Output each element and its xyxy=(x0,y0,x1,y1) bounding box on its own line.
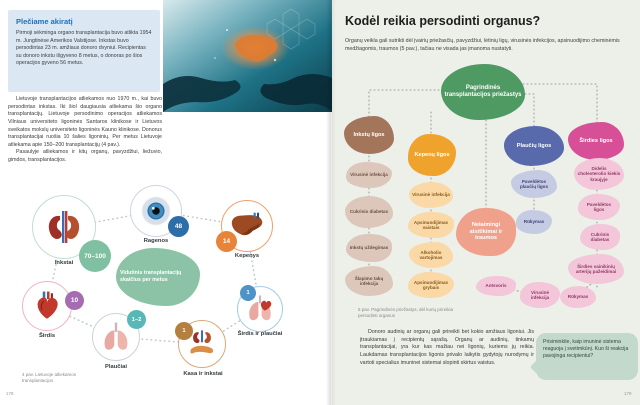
figure4-caption: 4 pav. Lietuvoje atliekamos transplantacijos xyxy=(22,372,76,384)
cornea-label: Ragenos xyxy=(143,238,169,244)
kidney-cause-diabetes: Cukrinis diabetas xyxy=(345,196,393,228)
branch-kidney-diseases: Inkstų ligos xyxy=(344,116,394,154)
left-page-number: 178 xyxy=(6,391,14,396)
branch-accidents-traumas: Nelaimingi atsitikimai ir traumos xyxy=(456,208,516,256)
transplant-photo xyxy=(163,0,332,112)
heart-cause-viral-infection: Virusinė infekcija xyxy=(520,282,560,308)
lung-cause-smoking: Rūkymas xyxy=(516,210,552,234)
page-title: Kodėl reikia persodinti organus? xyxy=(345,14,541,28)
lungs-count-badge: 1–2 xyxy=(127,310,146,329)
heart-count-badge: 10 xyxy=(65,291,84,310)
liver-cause-drug-poisoning: Apsinuodijimas vaistais xyxy=(408,212,454,238)
heart-lungs-label: Širdis ir plaučiai xyxy=(237,331,283,337)
expand-horizons-box xyxy=(8,10,160,92)
heart-cause-diabetes: Cukrinis diabetas xyxy=(580,224,620,250)
pancreas-kidneys-count-badge: 1 xyxy=(175,322,193,340)
right-page-number: 179 xyxy=(624,391,632,396)
heart-cause-smoking: Rūkymas xyxy=(560,286,596,308)
right-body-text: Donoro audinių ar organų gali prireikti bet kokio amžiaus ligoniui. Jis įtraukiamas į recipientų sąrašą. Organų ar audinių, tinkamų transplantacijai, yra kur kas mažiau nei ligonių, kuriems jų reikia. Laukdamas transplantacijos ligonis privalo laikytis gydytojų nurodymų ir vartoti specialius imuninei sistemai slopinti skirtus vaistus. xyxy=(360,329,534,366)
heart-label: Širdis xyxy=(38,333,56,339)
intro-paragraph: Organų veikla gali sutrikti dėl įvairių priežasčių, pavyzdžiui, lėtinių ligų, virusinės infekcijos, apsinuodijimo cheminėmis medžiagomis, traumos (5 pav.), tačiau ne visada jas įmanoma nustatyti. xyxy=(345,38,620,52)
question-bubble xyxy=(536,333,638,380)
cornea-count-badge: 48 xyxy=(168,216,189,237)
liver-cause-mushroom-poisoning: Apsinuodijimas grybais xyxy=(408,272,454,298)
figure5-caption: 5 pav. Pagrindinės priežastys, dėl kurių prireikia persodinti organus xyxy=(358,307,453,319)
paragraph-world: Pasaulyje atliekamos ir kitų organų, pavyzdžiui, liežuvio, gimdos, transplantacijos. xyxy=(8,149,162,163)
expand-box-title: Plečiame akiratį xyxy=(16,17,73,26)
expand-box-body: Pirmoji sėkminga organo transplantacija buvo atlikta 1954 m. Jungtinėse Amerikos Valstijose. Inkstas buvo persodintas 23 m. amžiaus donoro dvyniui. Recipientas su donoro inkstu išgyveno 8 metus, o donoras po šios operacijos gyveno 56 metus. xyxy=(16,30,152,67)
branch-lung-diseases: Plaučių ligos xyxy=(504,126,564,166)
hands-organ-hologram-image xyxy=(163,0,332,112)
book-spine-shadow xyxy=(326,0,336,405)
lung-cause-inherited: Paveldėtos plaučių ligos xyxy=(511,170,557,198)
kidney-cause-nephritis: Inkstų uždegimas xyxy=(346,234,392,262)
liver-cause-viral-infection: Virusinė infekcija xyxy=(409,182,453,208)
branch-liver-diseases: Kepenų ligos xyxy=(408,134,456,176)
heart-icon xyxy=(30,289,64,323)
question-bubble-text: Prisiminkite, kaip imuninė sistema reaguoja į svetimkūnį. Kuo ši reakcija pavojinga recipientui? xyxy=(543,339,629,360)
kidney-cause-urinary-infection: Šlapimo takų infekcija xyxy=(345,266,393,296)
kidneys-count-badge: 70–100 xyxy=(79,240,111,272)
left-body-text xyxy=(8,96,162,165)
liver-cause-alcohol: Alkoholio vartojimas xyxy=(409,242,453,268)
root-blob: Pagrindinės transplantacijos priežastys xyxy=(441,64,525,120)
kidneys-label: Inkstai xyxy=(54,260,74,266)
liver-label: Kepenys xyxy=(234,253,260,259)
heart-cause-inherited: Paveldėtos ligos xyxy=(578,194,620,220)
pancreas-kidneys-label: Kasa ir inkstai xyxy=(183,371,223,377)
branch-heart-diseases: Širdies ligos xyxy=(568,122,624,160)
heart-cause-cholesterol: Didelis cholesterolio kiekis kraujyje xyxy=(574,158,624,190)
heart-lungs-count-badge: 1 xyxy=(240,285,256,301)
figure4-center-label: Vidutinis transplantacijų skaičius per metus xyxy=(120,270,182,283)
kidneys-icon xyxy=(44,207,84,247)
liver-count-badge: 14 xyxy=(216,231,237,252)
heart-circle xyxy=(22,281,72,331)
kidney-cause-viral-infection: Virusinė infekcija xyxy=(346,162,392,188)
heart-cause-coronary-damage: Širdies vainikinių arterijų pažeidimai xyxy=(568,254,624,284)
paragraph-lithuania: Lietuvoje transplantacijos atliekamos nuo 1970 m., kai buvo persodintas inkstas. Iki šiol daugiausia atliekama šio organo transplantacijų. Lietuvoje persodinimo operacijos atliekamos Vilniaus universiteto ligoninės Santaros klinikose ir Lietuvos sveikatos mokslų universiteto ligoninės Kauno klinikose. Donorus transplantacijai ruošia 10 šalies ligoninių. Per metus Lietuvoje atliekama apie 150–200 transplantacijų (4 pav.). xyxy=(8,96,162,148)
lungs-label: Plaučiai xyxy=(105,364,127,370)
heart-cause-overweight: Antsvoris xyxy=(476,276,516,296)
